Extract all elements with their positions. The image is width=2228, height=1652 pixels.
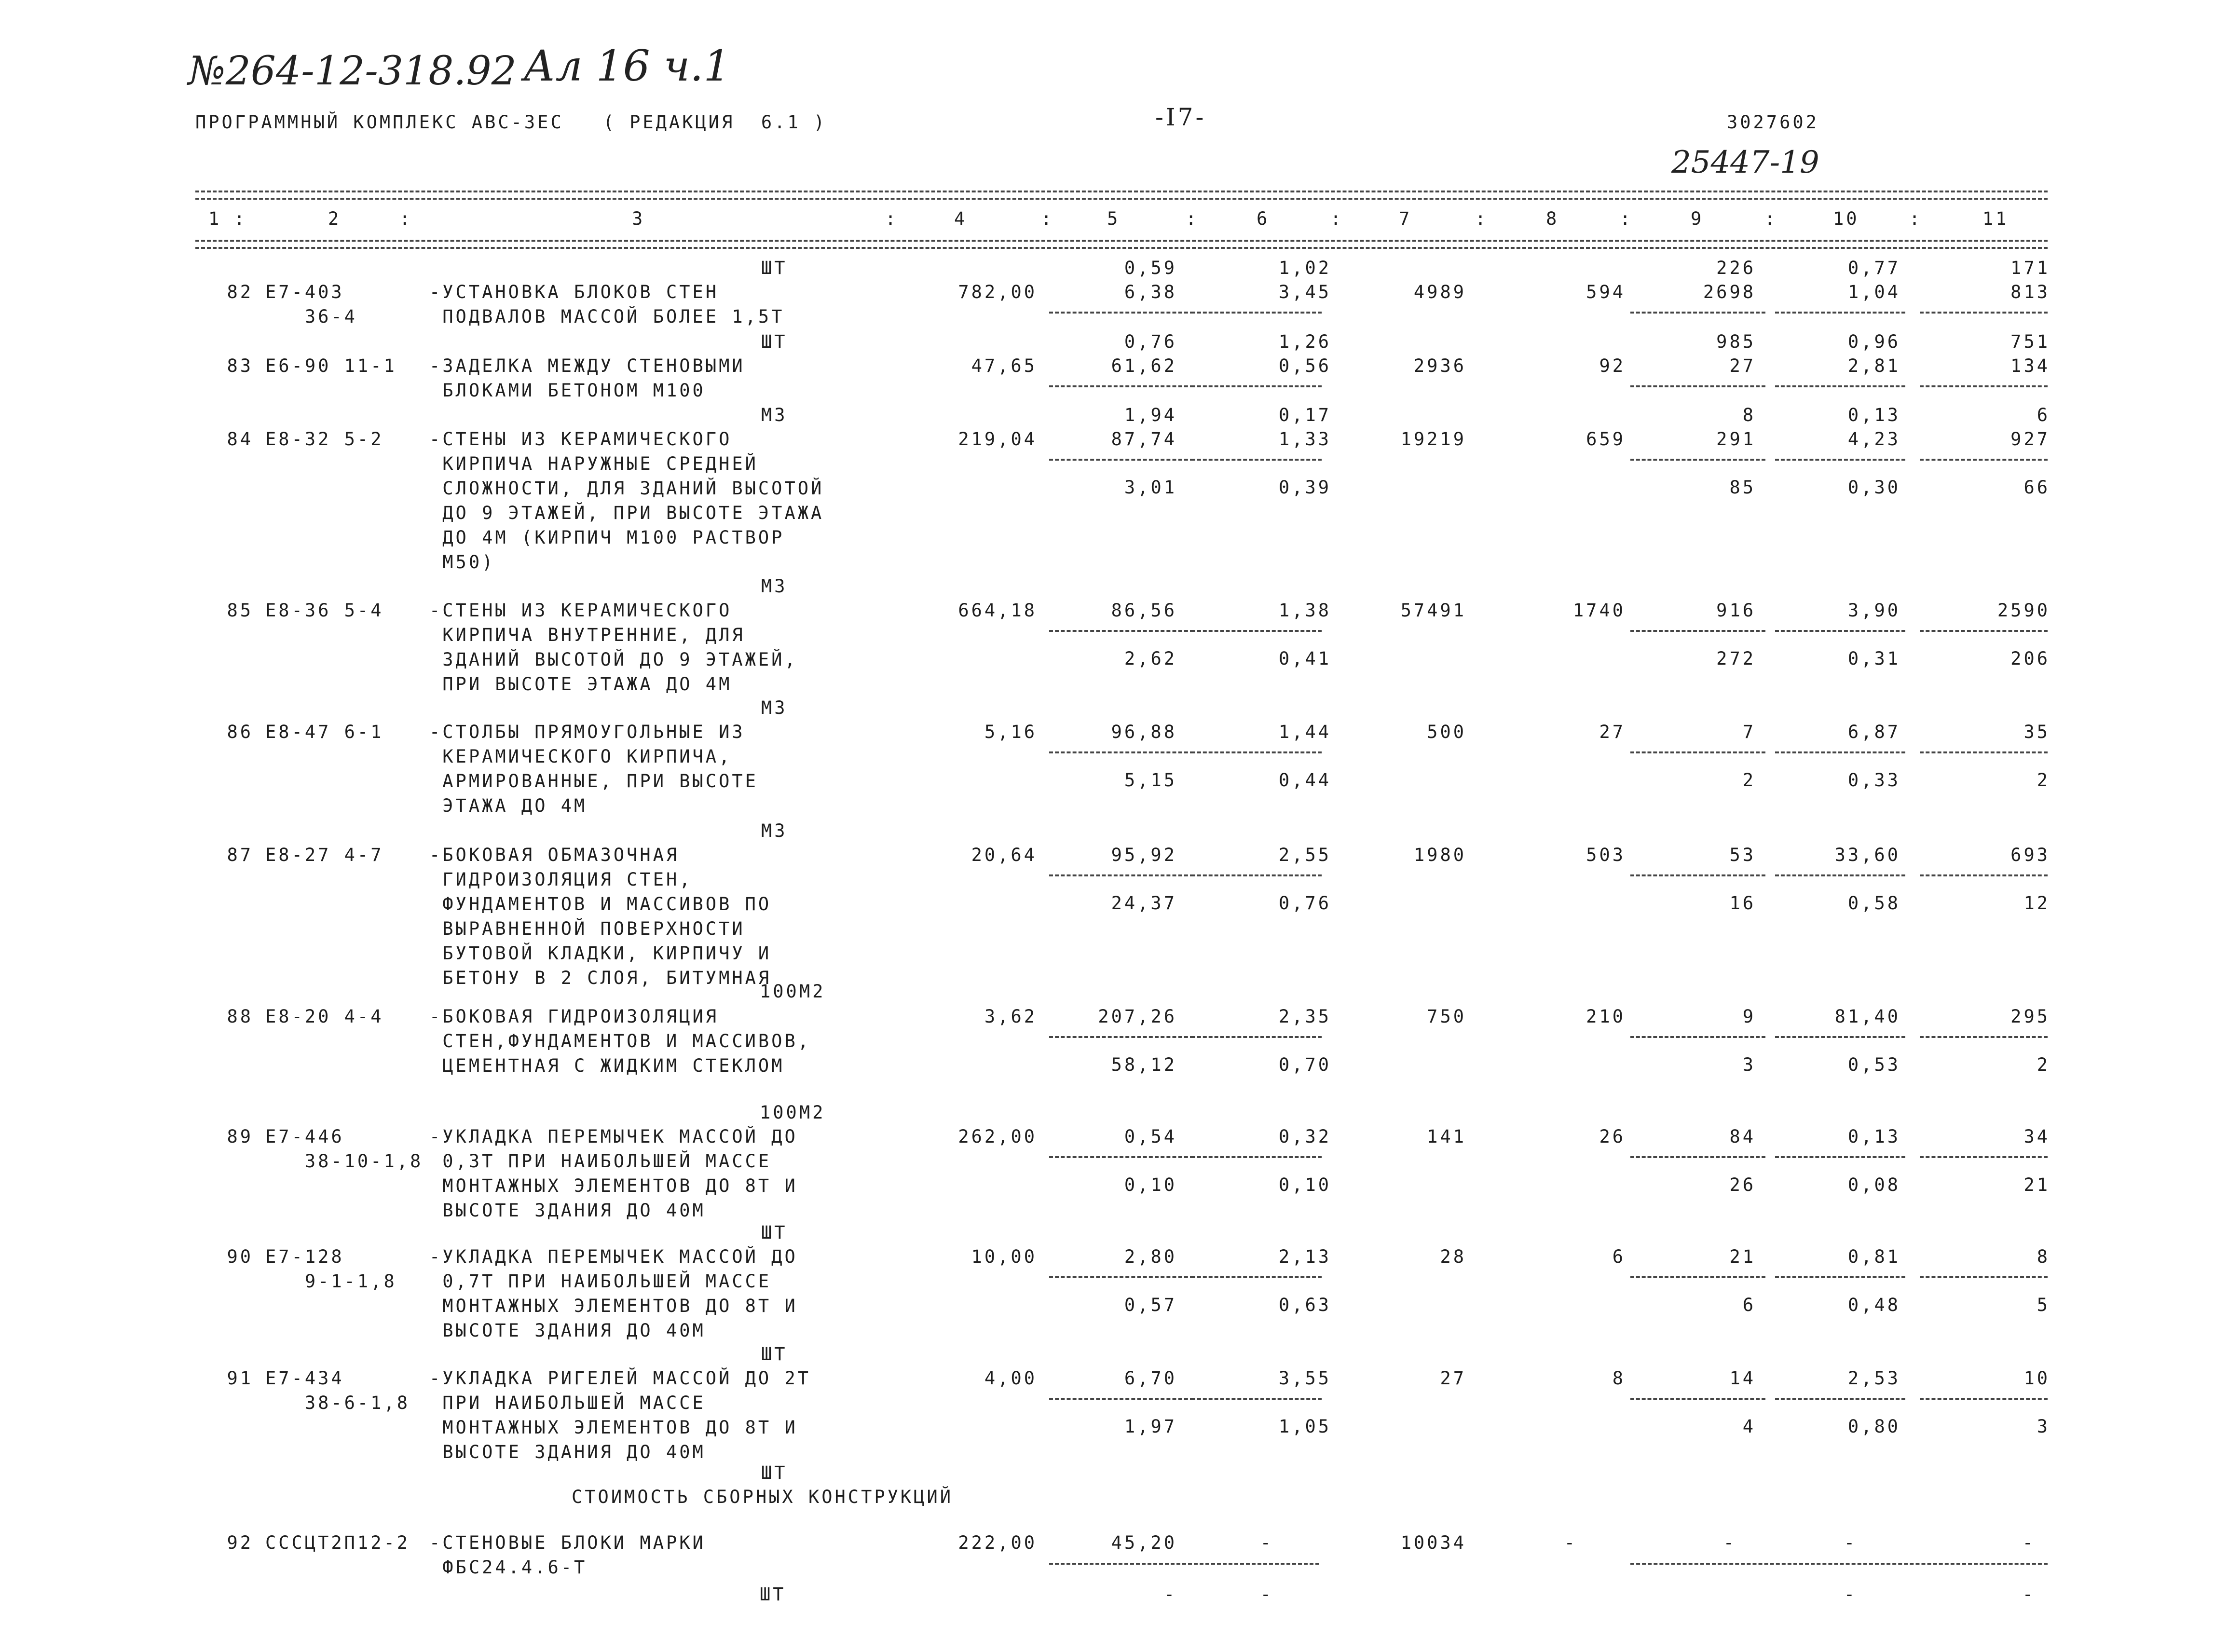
unit-label: 100М2 (760, 981, 826, 1002)
cell-c10: 4,23 (1847, 429, 1900, 450)
cell-c5: 87,74 (1111, 429, 1177, 450)
handwritten-doc-number: №264-12-318.92 (188, 48, 517, 94)
cell-c7: 4989 (1413, 282, 1466, 302)
cell-c5-bottom: 5,15 (1124, 770, 1177, 791)
page-number: -I7- (1155, 103, 1206, 131)
cell-c7: 10034 (1400, 1532, 1466, 1553)
cell-c7: 1980 (1413, 845, 1466, 865)
unit-label: М3 (761, 697, 788, 718)
cell-c10-bottom: 0,80 (1847, 1416, 1900, 1437)
row-separator (1191, 751, 1322, 753)
cell-c9-bottom: 6 (1742, 1295, 1756, 1315)
cell-c5: 96,88 (1111, 722, 1177, 742)
cell-c9: - (1723, 1532, 1736, 1553)
row-description: -СТОЛБЫ ПРЯМОУГОЛЬНЫЕ ИЗ КЕРАМИЧЕСКОГО КИРПИЧА, АРМИРОВАННЫЕ, ПРИ ВЫСОТЕ ЭТАЖА ДО 4М (429, 722, 758, 816)
row-separator (1920, 1398, 2048, 1400)
cell-c8: 26 (1599, 1126, 1626, 1147)
row-code: Е8-27 4-7 (265, 845, 384, 865)
cell-c6: 0,32 (1278, 1126, 1331, 1147)
cell-c6: 1,44 (1278, 722, 1331, 742)
row-description: -УСТАНОВКА БЛОКОВ СТЕН ПОДВАЛОВ МАССОЙ БОЛЕЕ 1,5Т (429, 282, 785, 327)
cell-c11: 295 (2010, 1006, 2050, 1027)
top-rule-1 (195, 191, 2048, 192)
row-number: 90 (227, 1246, 253, 1267)
col-num-9: 9 (1691, 208, 1704, 229)
col-sep: : (1620, 208, 1633, 229)
row-number: 91 (227, 1368, 253, 1389)
row-number: 84 (227, 429, 253, 450)
col-num-5: 5 (1107, 208, 1121, 229)
row-separator (1191, 312, 1322, 314)
cell-c9-bottom: 26 (1729, 1174, 1756, 1195)
row-number: 88 (227, 1006, 253, 1027)
row-separator (1630, 751, 1765, 753)
cell-c6: 1,26 (1278, 331, 1331, 352)
row-code: Е7-446 38-10-1,8 (265, 1126, 424, 1172)
row-code: Е6-90 11-1 (265, 355, 397, 376)
cell-c4: 4,00 (984, 1368, 1037, 1389)
row-separator (1191, 1398, 1322, 1400)
cell-c5: 207,26 (1098, 1006, 1177, 1027)
row-separator (1775, 1036, 1905, 1038)
col-num-8: 8 (1546, 208, 1559, 229)
cell-c11-bottom: - (2022, 1584, 2036, 1605)
top-rule-2 (195, 198, 2048, 200)
cell-c9-bottom: 4 (1742, 1416, 1756, 1437)
cell-c10: 0,13 (1847, 405, 1900, 425)
cell-c5: 6,70 (1124, 1368, 1177, 1389)
cell-c9: 985 (1716, 331, 1756, 352)
cell-c8: 503 (1586, 845, 1626, 865)
cell-c5-bottom: 3,01 (1124, 477, 1177, 498)
cell-c4: 10,00 (971, 1246, 1037, 1267)
row-separator (1775, 385, 1905, 387)
unit-label: ШТ (761, 1462, 788, 1483)
cell-c7: 19219 (1400, 429, 1466, 450)
cell-c8: 1740 (1572, 600, 1626, 621)
row-separator (1630, 459, 1765, 461)
cell-c5: 45,20 (1111, 1532, 1177, 1553)
cell-c6-bottom: 0,76 (1278, 893, 1331, 914)
col-sep: : (1330, 208, 1344, 229)
cell-c8: - (1564, 1532, 1577, 1553)
cell-c6: 1,02 (1278, 258, 1331, 278)
row-separator (1920, 874, 2048, 876)
cell-c10-bottom: 0,30 (1847, 477, 1900, 498)
col-sep: : (1186, 208, 1199, 229)
cell-c10-bottom: 0,53 (1847, 1054, 1900, 1075)
row-description: -УКЛАДКА РИГЕЛЕЙ МАССОЙ ДО 2Т ПРИ НАИБОЛЬШЕЙ МАССЕ МОНТАЖНЫХ ЭЛЕМЕНТОВ ДО 8Т И ВЫСОТЕ ЗДАНИЯ ДО 40М (429, 1368, 811, 1462)
cell-c6-bottom: 0,39 (1278, 477, 1331, 498)
row-separator (1191, 874, 1322, 876)
row-separator (1775, 751, 1905, 753)
row-code: Е8-47 6-1 (265, 722, 384, 742)
cell-c9: 27 (1729, 355, 1756, 376)
cell-c5-bottom: 0,10 (1124, 1174, 1177, 1195)
unit-label: ШТ (761, 331, 788, 352)
row-separator (1049, 1563, 1319, 1565)
row-separator (1630, 1563, 2048, 1565)
cell-c11: 35 (2023, 722, 2050, 742)
col-num-1: 1 (208, 208, 222, 229)
row-code: Е7-434 38-6-1,8 (265, 1368, 410, 1413)
cell-c11-bottom: 21 (2023, 1174, 2050, 1195)
cell-c11-bottom: 12 (2023, 893, 2050, 914)
col-num-11: 11 (1982, 208, 2009, 229)
col-num-2: 2 (328, 208, 342, 229)
cell-c10: 0,13 (1847, 1126, 1900, 1147)
row-code: Е7-403 36-4 (265, 282, 357, 327)
col-sep: : (1909, 208, 1923, 229)
cell-c10: 2,81 (1847, 355, 1900, 376)
row-separator (1049, 312, 1194, 314)
row-separator (1775, 1156, 1905, 1158)
cell-c9: 9 (1742, 1006, 1756, 1027)
cell-c11: 34 (2023, 1126, 2050, 1147)
unit-label: 100М2 (760, 1102, 826, 1123)
row-separator (1630, 874, 1765, 876)
cell-c8: 210 (1586, 1006, 1626, 1027)
cell-c10: 33,60 (1834, 845, 1900, 865)
cell-c11-bottom: 5 (2037, 1295, 2050, 1315)
cell-c10-bottom: 0,58 (1847, 893, 1900, 914)
cell-c6-bottom: 0,41 (1278, 648, 1331, 669)
row-description: -СТЕНОВЫЕ БЛОКИ МАРКИ ФБС24.4.6-Т (429, 1532, 706, 1578)
row-code: Е8-36 5-4 (265, 600, 384, 621)
cell-c7: 28 (1440, 1246, 1466, 1267)
row-number: 87 (227, 845, 253, 865)
row-separator (1049, 630, 1194, 632)
cell-c6: 2,13 (1278, 1246, 1331, 1267)
cell-c4: 20,64 (971, 845, 1037, 865)
cell-c6-bottom: 0,10 (1278, 1174, 1331, 1195)
cell-c5: 6,38 (1124, 282, 1177, 302)
cell-c11: 8 (2037, 1246, 2050, 1267)
cell-c5-bottom: 58,12 (1111, 1054, 1177, 1075)
cell-c10-bottom: 0,31 (1847, 648, 1900, 669)
cell-c6-bottom: 0,63 (1278, 1295, 1331, 1315)
row-separator (1630, 1036, 1765, 1038)
cell-c10-bottom: 0,48 (1847, 1295, 1900, 1315)
cell-c10: 6,87 (1847, 722, 1900, 742)
row-separator (1630, 1398, 1765, 1400)
cell-c9-bottom: 272 (1716, 648, 1756, 669)
col-sep: : (234, 208, 247, 229)
row-separator (1191, 385, 1322, 387)
col-sep: : (1764, 208, 1778, 229)
cell-c11-bottom: 3 (2037, 1416, 2050, 1437)
row-separator (1920, 459, 2048, 461)
row-separator (1920, 312, 2048, 314)
cell-c11: 927 (2010, 429, 2050, 450)
cell-c10: 2,53 (1847, 1368, 1900, 1389)
cell-c8: 6 (1612, 1246, 1626, 1267)
cell-c9: 84 (1729, 1126, 1756, 1147)
cell-c10: 0,81 (1847, 1246, 1900, 1267)
cell-c8: 659 (1586, 429, 1626, 450)
row-separator (1775, 312, 1905, 314)
col-num-7: 7 (1399, 208, 1412, 229)
cell-c10-bottom: 0,33 (1847, 770, 1900, 791)
cell-c11-bottom: 2 (2037, 1054, 2050, 1075)
row-separator (1049, 459, 1194, 461)
cell-c6-bottom: - (1260, 1584, 1273, 1605)
cell-c8: 27 (1599, 722, 1626, 742)
row-separator (1920, 630, 2048, 632)
row-separator (1049, 1156, 1194, 1158)
row-code: СССЦТ2П12-2 (265, 1532, 410, 1553)
cell-c11-bottom: 66 (2023, 477, 2050, 498)
cell-c11-bottom: 206 (2010, 648, 2050, 669)
cell-c9: 8 (1742, 405, 1756, 425)
cell-c6: 1,33 (1278, 429, 1331, 450)
row-separator (1630, 385, 1765, 387)
row-separator (1630, 312, 1765, 314)
cell-c10-bottom: - (1844, 1584, 1857, 1605)
row-code: Е8-32 5-2 (265, 429, 384, 450)
cell-c11: - (2022, 1532, 2036, 1553)
cell-c11: 171 (2010, 258, 2050, 278)
cell-c6-bottom: 0,70 (1278, 1054, 1331, 1075)
row-separator (1049, 1276, 1194, 1278)
cell-c10: 3,90 (1847, 600, 1900, 621)
cell-c6: 2,55 (1278, 845, 1331, 865)
section-title: СТОИМОСТЬ СБОРНЫХ КОНСТРУКЦИЙ (572, 1487, 954, 1507)
col-num-10: 10 (1833, 208, 1859, 229)
cell-c5: 61,62 (1111, 355, 1177, 376)
row-separator (1049, 385, 1194, 387)
row-description: -БОКОВАЯ ГИДРОИЗОЛЯЦИЯ СТЕН,ФУНДАМЕНТОВ И МАССИВОВ, ЦЕМЕНТНАЯ С ЖИДКИМ СТЕКЛОМ (429, 1006, 811, 1076)
cell-c4: 5,16 (984, 722, 1037, 742)
handwritten-inventory: 25447-19 (1671, 145, 1819, 180)
col-sep: : (1041, 208, 1054, 229)
cell-c7: 500 (1427, 722, 1466, 742)
cell-c5: 1,94 (1124, 405, 1177, 425)
unit-label: ШТ (761, 1344, 788, 1365)
cell-c5: 86,56 (1111, 600, 1177, 621)
cell-c5-bottom: 1,97 (1124, 1416, 1177, 1437)
cell-c9: 21 (1729, 1246, 1756, 1267)
cell-c5-bottom: 2,62 (1124, 648, 1177, 669)
cell-c5: 0,76 (1124, 331, 1177, 352)
document-code: 3027602 (1727, 112, 1819, 133)
cell-c6: 3,55 (1278, 1368, 1331, 1389)
col-num-3: 3 (632, 208, 645, 229)
cell-c9-bottom: 3 (1742, 1054, 1756, 1075)
cell-c5: 0,54 (1124, 1126, 1177, 1147)
row-separator (1191, 459, 1322, 461)
row-separator (1920, 1276, 2048, 1278)
cell-c5-bottom: 0,57 (1124, 1295, 1177, 1315)
cell-c9: 14 (1729, 1368, 1756, 1389)
cell-c11: 134 (2010, 355, 2050, 376)
cell-c4: 222,00 (958, 1532, 1037, 1553)
cell-c11-bottom: 2 (2037, 770, 2050, 791)
row-number: 92 (227, 1532, 253, 1553)
row-code: Е7-128 9-1-1,8 (265, 1246, 397, 1292)
row-separator (1049, 1036, 1194, 1038)
cell-c6: 0,17 (1278, 405, 1331, 425)
unit-label: ШТ (761, 1222, 788, 1243)
row-description: -УКЛАДКА ПЕРЕМЫЧЕК МАССОЙ ДО 0,7Т ПРИ НАИБОЛЬШЕЙ МАССЕ МОНТАЖНЫХ ЭЛЕМЕНТОВ ДО 8Т И ВЫСОТЕ ЗДАНИЯ ДО 40М (429, 1246, 798, 1341)
col-sep: : (885, 208, 899, 229)
cell-c7: 141 (1427, 1126, 1466, 1147)
cell-c9: 53 (1729, 845, 1756, 865)
cell-c9-bottom: 85 (1729, 477, 1756, 498)
row-unit: ШТ (760, 1584, 786, 1605)
handwritten-album: Ал 16 ч.1 (523, 41, 731, 91)
cell-c10: 0,96 (1847, 331, 1900, 352)
cell-c7: 750 (1427, 1006, 1466, 1027)
cell-c8: 8 (1612, 1368, 1626, 1389)
row-code: Е8-20 4-4 (265, 1006, 384, 1027)
row-description: -ЗАДЕЛКА МЕЖДУ СТЕНОВЫМИ БЛОКАМИ БЕТОНОМ М100 (429, 355, 745, 401)
row-separator (1775, 874, 1905, 876)
row-description: -СТЕНЫ ИЗ КЕРАМИЧЕСКОГО КИРПИЧА ВНУТРЕННИЕ, ДЛЯ ЗДАНИЙ ВЫСОТОЙ ДО 9 ЭТАЖЕЙ, ПРИ ВЫСОТЕ ЭТАЖА ДО 4М (429, 600, 798, 695)
row-separator (1630, 1156, 1765, 1158)
row-number: 82 (227, 282, 253, 302)
cell-c6-bottom: 1,05 (1278, 1416, 1331, 1437)
row-separator (1920, 385, 2048, 387)
row-separator (1049, 1398, 1194, 1400)
row-separator (1920, 1036, 2048, 1038)
row-description: -БОКОВАЯ ОБМАЗОЧНАЯ ГИДРОИЗОЛЯЦИЯ СТЕН, ФУНДАМЕНТОВ И МАССИВОВ ПО ВЫРАВНЕННОЙ ПОВЕРХНОСТИ БУТОВОЙ КЛАДКИ, КИРПИЧУ И БЕТОНУ В 2 СЛОЯ, БИТУМНАЯ (429, 845, 772, 988)
unit-label: М3 (761, 576, 788, 597)
unit-label: М3 (761, 820, 788, 841)
cell-c9-bottom: 16 (1729, 893, 1756, 914)
cell-c6: - (1260, 1532, 1273, 1553)
cell-c9-bottom: 2 (1742, 770, 1756, 791)
cell-c6: 2,35 (1278, 1006, 1331, 1027)
col-num-4: 4 (954, 208, 968, 229)
cell-c11: 751 (2010, 331, 2050, 352)
row-separator (1191, 1276, 1322, 1278)
row-separator (1049, 751, 1194, 753)
cell-c7: 2936 (1413, 355, 1466, 376)
cell-c7: 57491 (1400, 600, 1466, 621)
header-rule-1 (195, 240, 2048, 242)
cell-c4: 262,00 (958, 1126, 1037, 1147)
cell-c11: 10 (2023, 1368, 2050, 1389)
cell-c4: 219,04 (958, 429, 1037, 450)
row-number: 86 (227, 722, 253, 742)
row-separator (1630, 1276, 1765, 1278)
cell-c6: 0,56 (1278, 355, 1331, 376)
cell-c6: 1,38 (1278, 600, 1331, 621)
cell-c7: 27 (1440, 1368, 1466, 1389)
cell-c10: 1,04 (1847, 282, 1900, 302)
cell-c10-bottom: 0,08 (1847, 1174, 1900, 1195)
row-separator (1191, 630, 1322, 632)
cell-c10: 81,40 (1834, 1006, 1900, 1027)
cell-c9: 226 (1716, 258, 1756, 278)
cell-c4: 664,18 (958, 600, 1037, 621)
row-description: -УКЛАДКА ПЕРЕМЫЧЕК МАССОЙ ДО 0,3Т ПРИ НАИБОЛЬШЕЙ МАССЕ МОНТАЖНЫХ ЭЛЕМЕНТОВ ДО 8Т И ВЫСОТЕ ЗДАНИЯ ДО 40М (429, 1126, 798, 1221)
cell-c11: 813 (2010, 282, 2050, 302)
row-separator (1775, 1398, 1905, 1400)
unit-label: ШТ (761, 258, 788, 278)
row-separator (1049, 874, 1194, 876)
header-rule-2 (195, 247, 2048, 249)
cell-c5-bottom: - (1163, 1584, 1177, 1605)
cell-c5: 95,92 (1111, 845, 1177, 865)
row-number: 89 (227, 1126, 253, 1147)
cell-c10: 0,77 (1847, 258, 1900, 278)
cell-c5: 2,80 (1124, 1246, 1177, 1267)
cell-c8: 594 (1586, 282, 1626, 302)
row-separator (1191, 1036, 1322, 1038)
unit-label: М3 (761, 405, 788, 425)
cell-c11: 693 (2010, 845, 2050, 865)
col-sep: : (1475, 208, 1489, 229)
row-separator (1920, 751, 2048, 753)
program-header: ПРОГРАММНЫЙ КОМПЛЕКС АВС-3ЕС ( РЕДАКЦИЯ 6.1 ) (195, 112, 827, 133)
cell-c9: 916 (1716, 600, 1756, 621)
cell-c5: 0,59 (1124, 258, 1177, 278)
cell-c10: - (1844, 1532, 1857, 1553)
cell-c4: 3,62 (984, 1006, 1037, 1027)
row-description: -СТЕНЫ ИЗ КЕРАМИЧЕСКОГО КИРПИЧА НАРУЖНЫЕ СРЕДНЕЙ СЛОЖНОСТИ, ДЛЯ ЗДАНИЙ ВЫСОТОЙ ДО 9 ЭТАЖЕЙ, ПРИ ВЫСОТЕ ЭТАЖА ДО 4М (КИРПИЧ М100 РАСТВОР М50) (429, 429, 824, 573)
cell-c4: 782,00 (958, 282, 1037, 302)
cell-c11: 6 (2037, 405, 2050, 425)
col-num-6: 6 (1257, 208, 1270, 229)
cell-c9: 7 (1742, 722, 1756, 742)
cell-c9: 2698 (1703, 282, 1756, 302)
cell-c9: 291 (1716, 429, 1756, 450)
row-separator (1630, 630, 1765, 632)
row-separator (1775, 630, 1905, 632)
cell-c6: 3,45 (1278, 282, 1331, 302)
row-separator (1191, 1156, 1322, 1158)
row-separator (1920, 1156, 2048, 1158)
row-separator (1775, 459, 1905, 461)
row-number: 83 (227, 355, 253, 376)
cell-c11: 2590 (1997, 600, 2050, 621)
row-separator (1775, 1276, 1905, 1278)
cell-c5-bottom: 24,37 (1111, 893, 1177, 914)
cell-c8: 92 (1599, 355, 1626, 376)
row-number: 85 (227, 600, 253, 621)
cell-c4: 47,65 (971, 355, 1037, 376)
cell-c6-bottom: 0,44 (1278, 770, 1331, 791)
col-sep: : (399, 208, 413, 229)
